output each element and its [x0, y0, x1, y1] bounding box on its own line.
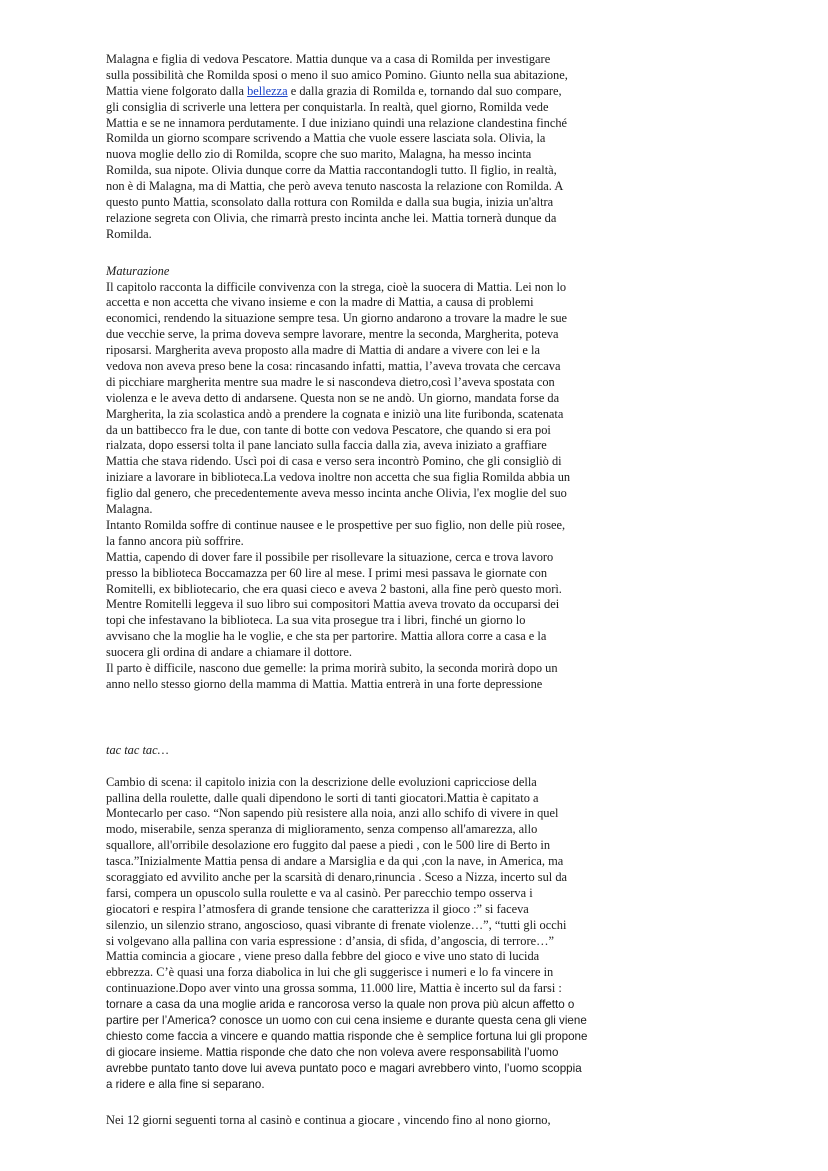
text-line: riposarsi. Margherita aveva proposto alla madre di Mattia di andare a vivere con lei e la — [106, 343, 540, 358]
text-line: Mattia, capendo di dover fare il possibile per risollevare la situazione, cerca e trova lavoro — [106, 549, 554, 564]
text-line: Mattia comincia a giocare , viene preso dalla febbre del gioco e vive uno stato di lucida — [106, 949, 540, 964]
text-line: non è di Malagna, ma di Mattia, che però aveva tenuto nascosta la relazione con Romilda. A — [106, 179, 564, 194]
text-line: squallore, all'orribile desolazione ero fuggito dal paese a piedi , con le 500 lire di Berto in — [106, 838, 551, 853]
text-line: da un battibecco fra le due, con tante di botte con vedova Pescatore, che quando si era poi — [106, 422, 551, 437]
text-line: Il capitolo racconta la difficile convivenza con la strega, cioè la suocera di Mattia. Lei non lo — [106, 279, 567, 294]
text-line: topi che infestavano la biblioteca. La sua vita prosegue tra i libri, finché un giorno lo — [106, 613, 526, 628]
text-line: Margherita, la zia scolastica andò a prendere la cognata e iniziò una lite furibonda, scatenata — [106, 406, 564, 421]
text-segment: e dalla grazia di Romilda e, tornando dal suo compare, — [287, 83, 562, 98]
text-line: continuazione.Dopo aver vinto una grossa somma, 11.000 lire, Mattia è incerto sul da farsi : — [106, 981, 562, 996]
spacer — [106, 693, 606, 743]
text-line: a ridere e alla fine si separano. — [106, 1077, 265, 1091]
text-line: di picchiare margherita mentre sua madre le si nascondeva dietro,così l’aveva spostata con — [106, 374, 555, 389]
text-line: Romilda un giorno scompare scrivendo a Mattia che vuole essere lasciata sola. Olivia, la — [106, 131, 546, 146]
text-line: Romilda, sua nipote. Olivia dunque corre da Mattia raccontandogli tutto. Il figlio, in realtà, — [106, 163, 557, 178]
spacer — [106, 759, 606, 775]
bellezza-link[interactable]: bellezza — [247, 83, 288, 98]
text-line: silenzio, un silenzio strano, angoscioso, quasi vibrante di frenate violenze…”, “tutti gli occhi — [106, 917, 567, 932]
text-line: Mattia che stava ridendo. Uscì poi di casa e verso sera incontrò Pomino, che gli consigliò di — [106, 454, 562, 469]
text-line: figlio dal genero, che precedentemente aveva messo incinta anche Olivia, l'ex moglie del suo — [106, 486, 567, 501]
text-line: violenza e le aveva detto di andarsene. Questa non se ne andò. Un giorno, mandata forse da — [106, 390, 560, 405]
text-line: si volgevano alla pallina con varia espressione : d’ansia, di sfida, d’angoscia, di terrore…” — [106, 933, 554, 948]
text-line: questo punto Mattia, sconsolato dalla rottura con Romilda e dalla sua bugia, inizia un'altra — [106, 195, 554, 210]
text-line-last: Nei 12 giorni seguenti torna al casinò e continua a giocare , vincendo fino al nono giorno, — [106, 1113, 551, 1128]
paragraph-roulette — [106, 775, 606, 1093]
text-line: Intanto Romilda soffre di continue nausee e le prospettive per suo figlio, non delle più rosee, — [106, 517, 566, 532]
spacer — [106, 1092, 606, 1113]
section-heading-tac-tac-tac: tac tac tac… — [106, 742, 169, 757]
text-line: rialzata, dopo essersi tolta il pane lanciato sulla faccia dalla zia, aveva iniziato a graffiare — [106, 438, 547, 453]
text-line: sulla possibilità che Romilda sposi o meno il suo amico Pomino. Giunto nella sua abitazione, — [106, 67, 568, 82]
text-line: modo, miserabile, senza speranza di miglioramento, senza compenso all'amarezza, allo — [106, 822, 538, 837]
text-line: Mentre Romitelli leggeva il suo libro sui compositori Mattia aveva trovato da occuparsi dei — [106, 597, 560, 612]
text-line: Romitelli, ex bibliotecario, che era quasi cieco e aveva 2 bastoni, alla fine però questo morì. — [106, 581, 562, 596]
text-line: avvisano che la moglie ha le voglie, e che sta per partorire. Mattia allora corre a casa e la — [106, 629, 547, 644]
text-line: iniziare a lavorare in biblioteca.La vedova inoltre non accetta che sua figlia Romilda abbia un — [106, 470, 571, 485]
text-line: Malagna e figlia di vedova Pescatore. Mattia dunque va a casa di Romilda per investigare — [106, 52, 551, 66]
text-line: partire per l’America? conosce un uomo con cui cena insieme e durante questa cena gli viene — [106, 1013, 587, 1027]
text-line: avrebbe puntato tanto dove lui aveva puntato poco e magari avrebbero vinto, l’uomo scoppia — [106, 1061, 582, 1075]
text-line: Il parto è difficile, nascono due gemelle: la prima morirà subito, la seconda morirà dopo un — [106, 660, 558, 675]
text-line: presso la biblioteca Boccamazza per 60 lire al mese. I primi mesi passava le giornate con — [106, 565, 548, 580]
text-line: Cambio di scena: il capitolo inizia con la descrizione delle evoluzioni capricciose della — [106, 774, 537, 789]
spacer — [106, 243, 606, 264]
text-line: farsi, compera un opuscolo sulla roulette e va al casinò. Per parecchio tempo osserva i — [106, 885, 533, 900]
section-heading-maturazione: Maturazione — [106, 263, 170, 278]
text-line: la fanno ancora più soffrire. — [106, 533, 244, 548]
text-line: tornare a casa da una moglie arida e rancorosa verso la quale non prova più alcun affetto o — [106, 998, 575, 1012]
text-line: accetta e non accetta che vivano insieme e con la madre di Mattia, a causa di problemi — [106, 295, 534, 310]
text-line: chiesto come faccia a vincere e quando mattia risponde che è semplice fortuna lui gli propone — [106, 1029, 588, 1043]
text-line: Mattia e se ne innamora perdutamente. I due iniziano quindi una relazione clandestina finché — [106, 115, 568, 130]
text-line: relazione segreta con Olivia, che rimarrà presto incinta anche lei. Mattia tornerà dunque da — [106, 210, 557, 225]
text-segment: Mattia viene folgorato dalla — [106, 83, 248, 98]
text-line: pallina della roulette, dalle quali dipendono le sorti di tanti giocatori.Mattia è capitato a — [106, 790, 539, 805]
text-line: anno nello stesso giorno della mamma di Mattia. Mattia entrerà in una forte depressione — [106, 676, 543, 691]
text-line: economici, rendendo la situazione sempre tesa. Un giorno andarono a trovare la madre le sue — [106, 311, 568, 326]
text-line: vedova non aveva preso bene la cosa: rincasando infatti, mattia, l’aveva trovata che cercava — [106, 359, 561, 374]
paragraph-romilda — [106, 52, 606, 243]
document-page — [106, 52, 606, 1129]
text-line: Romilda. — [106, 226, 152, 241]
paragraph-maturazione — [106, 280, 606, 693]
text-line-with-link — [106, 84, 606, 100]
text-line: ebbrezza. C’è quasi una forza diabolica in lui che gli suggerisce i numeri e lo fa vincere in — [106, 965, 554, 980]
text-line: Malagna. — [106, 502, 153, 517]
text-line: Montecarlo per caso. “Non sapendo più resistere alla noia, anzi allo schifo di vivere in quel — [106, 806, 559, 821]
text-line: nuova moglie dello zio di Romilda, scopre che suo marito, Malagna, ha messo incinta — [106, 147, 532, 162]
text-line: di giocare insieme. Mattia risponde che dato che non voleva avere responsabilità l’uomo — [106, 1045, 559, 1059]
text-line: giocatori e respira l’atmosfera di grande tensione che caratterizza il gioco :” si faceva — [106, 901, 529, 916]
text-line: scoraggiato ed avvilito anche per la scarsità di denaro,rinuncia . Sceso a Nizza, incerto sul da — [106, 869, 568, 884]
text-line: due vecchie serve, la prima doveva sempre lavorare, mentre la seconda, Margherita, poteva — [106, 327, 559, 342]
text-line: suocera gli ordina di andare a chiamare il dottore. — [106, 645, 352, 660]
text-line: tasca.”Inizialmente Mattia pensa di andare a Marsiglia e da qui ,con la nave, in America, ma — [106, 854, 564, 869]
text-line: gli consiglia di scriverle una lettera per conquistarla. In realtà, quel giorno, Romilda vede — [106, 99, 549, 114]
